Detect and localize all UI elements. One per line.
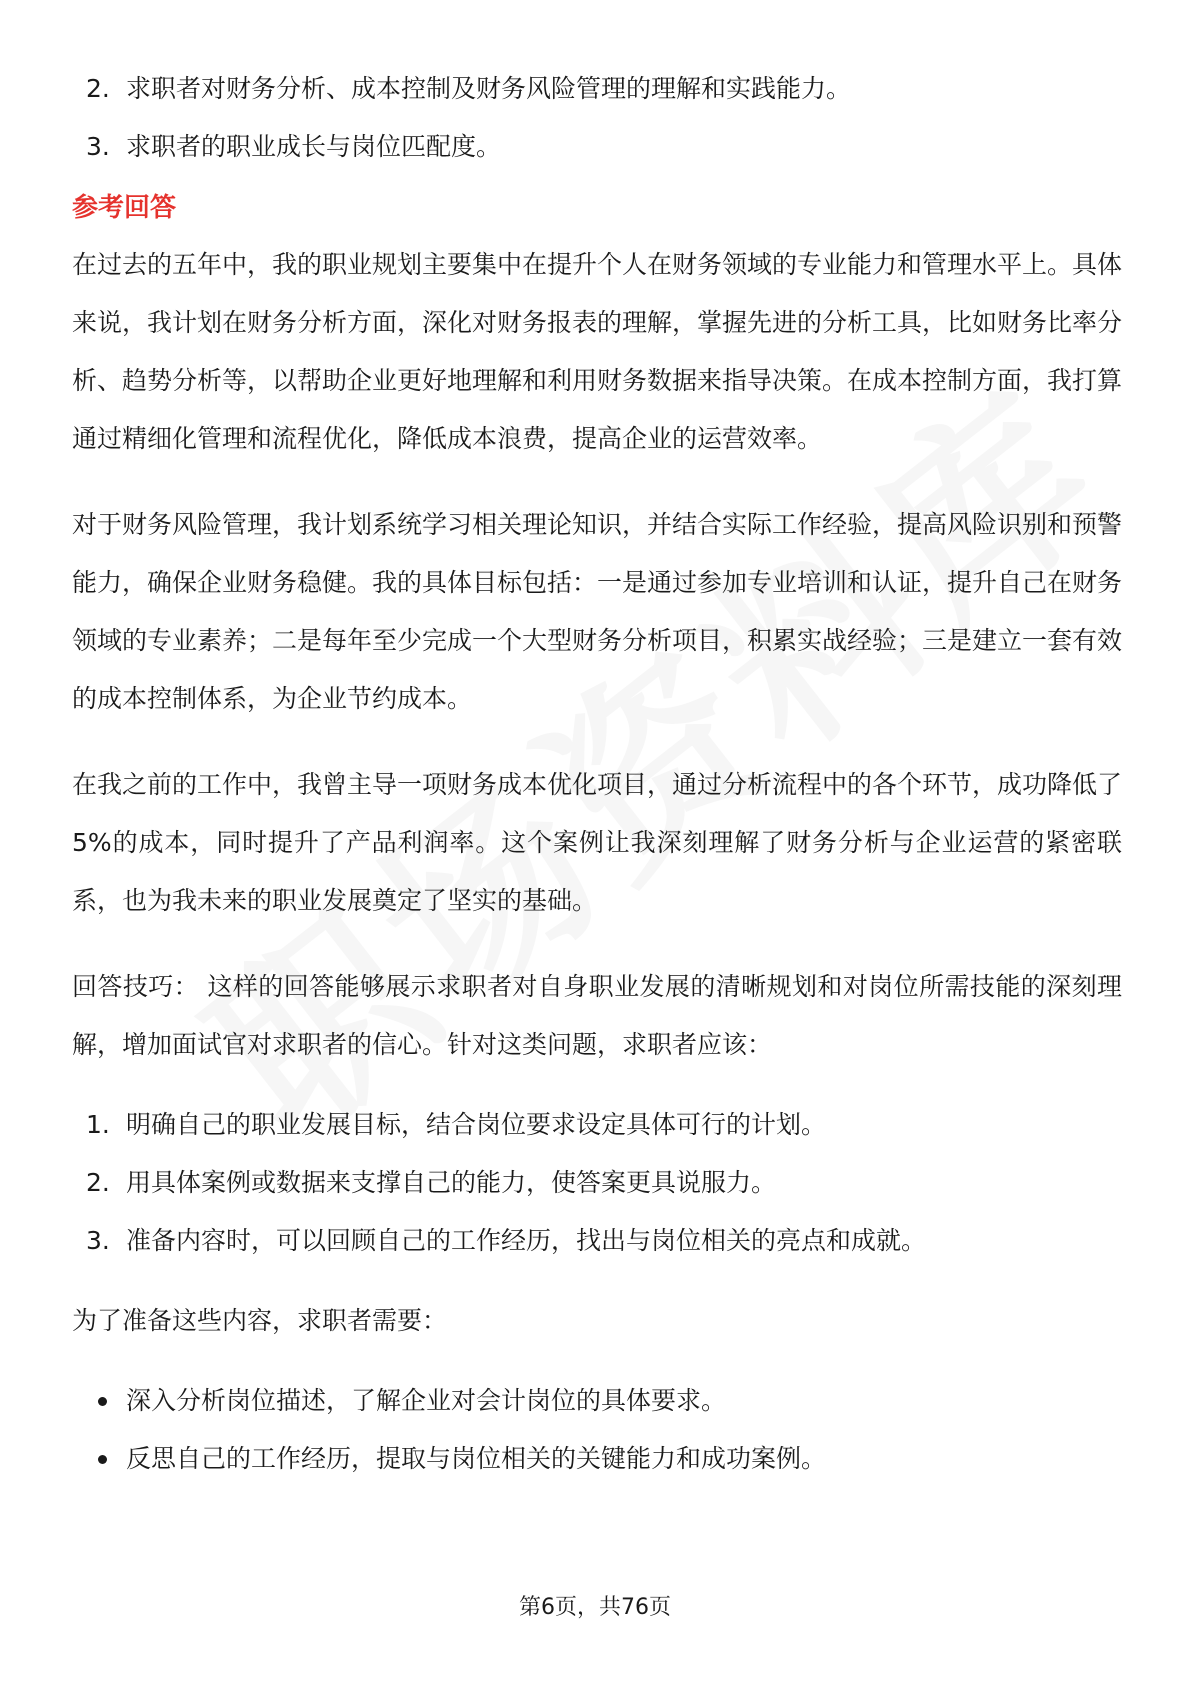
paragraph-preparation: 为了准备这些内容，求职者需要： [72,1306,448,1335]
paragraph-risk-management: 对于财务风险管理，我计划系统学习相关理论知识，并结合实际工作经验，提高风险识别和预警能力，确保企业财务稳健。我的具体目标包括：一是通过参加专业培训和认证，提升自己在财务领域的专业素养；二是每年至少完成一个大型财务分析项目，积累实战经验；三是建立一套有效的成本控制体系，为企业节约成本。 [72,510,1123,713]
bullet-icon [98,1397,107,1406]
list-item [72,1372,1122,1430]
paragraph-answer-tips: 回答技巧： 这样的回答能够展示求职者对自身职业发展的清晰规划和对岗位所需技能的深刻理解，增加面试官对求职者的信心。针对这类问题，求职者应该： [72,972,1122,1059]
page-number-footer: 第6页，共76页 [519,1595,671,1620]
list-item-text: 求职者对财务分析、成本控制及财务风险管理的理解和实践能力。 [126,74,852,103]
tips-numbered-list [72,1096,1122,1270]
list-item [72,60,1122,118]
list-number: 3. [86,1226,110,1255]
list-item [72,1212,1122,1270]
bullet-icon [98,1455,107,1464]
list-item [72,1096,1122,1154]
list-item-text: 深入分析岗位描述，了解企业对会计岗位的具体要求。 [126,1386,727,1415]
list-item-text: 求职者的职业成长与岗位匹配度。 [126,132,502,161]
list-number: 2. [86,74,110,103]
list-item [72,1154,1122,1212]
list-number: 3. [86,132,110,161]
paragraph-career-plan: 在过去的五年中，我的职业规划主要集中在提升个人在财务领域的专业能力和管理水平上。具体来说，我计划在财务分析方面，深化对财务报表的理解，掌握先进的分析工具，比如财务比率分析、趋势分析等，以帮助企业更好地理解和利用财务数据来指导决策。在成本控制方面，我打算通过精细化管理和流程优化，降低成本浪费，提高企业的运营效率。 [72,250,1123,453]
list-number: 1. [86,1110,110,1139]
list-item [72,118,1122,176]
list-number: 2. [86,1168,110,1197]
preparation-bullet-list [72,1372,1122,1488]
list-item-text: 反思自己的工作经历，提取与岗位相关的关键能力和成功案例。 [126,1444,827,1473]
list-item [72,1430,1122,1488]
list-item-text: 明确自己的职业发展目标，结合岗位要求设定具体可行的计划。 [126,1110,827,1139]
reference-answer-heading: 参考回答 [72,193,177,223]
list-item-text: 用具体案例或数据来支撑自己的能力，使答案更具说服力。 [126,1168,777,1197]
page-content [72,60,1122,1488]
intro-numbered-list [72,60,1122,176]
paragraph-case-study: 在我之前的工作中，我曾主导一项财务成本优化项目，通过分析流程中的各个环节，成功降低了5%的成本，同时提升了产品利润率。这个案例让我深刻理解了财务分析与企业运营的紧密联系，也为我未来的职业发展奠定了坚实的基础。 [72,770,1123,915]
list-item-text: 准备内容时，可以回顾自己的工作经历，找出与岗位相关的亮点和成就。 [126,1226,927,1255]
